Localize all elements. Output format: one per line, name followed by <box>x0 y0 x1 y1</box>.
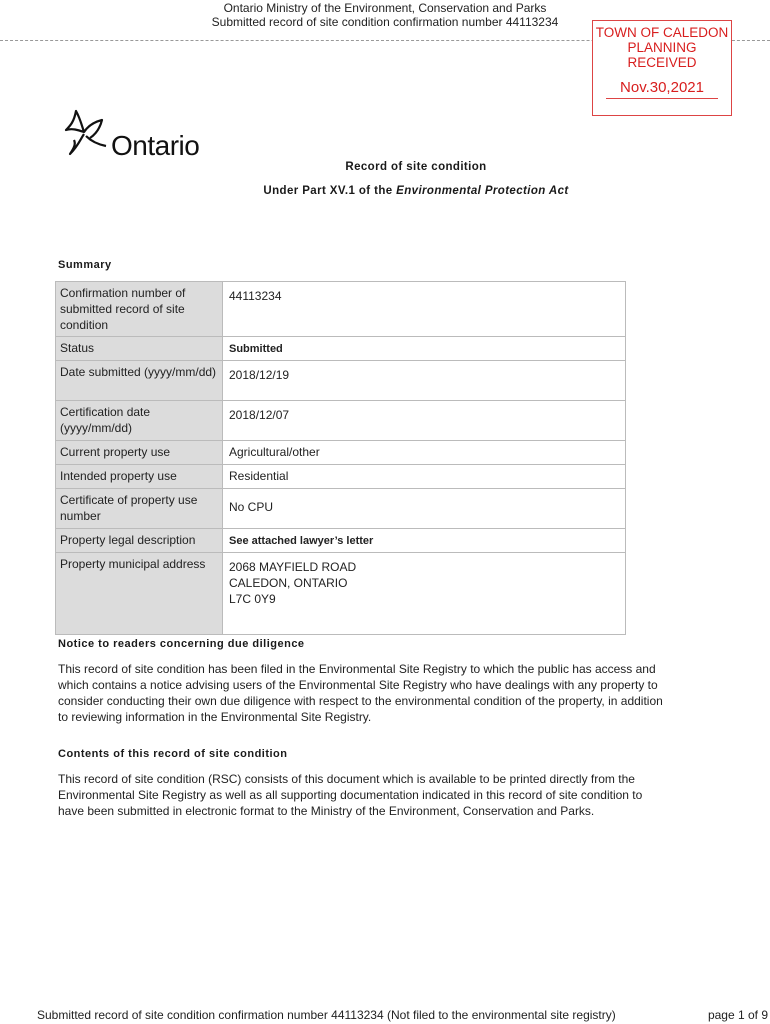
row-label: Status <box>56 337 223 361</box>
contents-heading: Contents of this record of site condition <box>58 748 288 760</box>
notice-body: This record of site condition has been filed in the Environmental Site Registry to which the public has access and which contains a notice advising users of the Environmental Site Registry who have dealings with any property to consider conducting their own due diligence with respect to the environmental condition of the property, in addition to reviewing information in the Environmental Site Registry. <box>58 662 663 724</box>
row-value: Agricultural/other <box>223 441 626 465</box>
trillium-icon <box>62 108 114 160</box>
stamp-line-3: RECEIVED <box>627 55 697 70</box>
row-value: 44113234 <box>223 282 626 337</box>
received-stamp <box>592 20 732 116</box>
legal-description-value: See attached lawyer’s letter <box>223 529 626 553</box>
address-value <box>223 553 626 635</box>
address-line: L7C 0Y9 <box>229 592 276 606</box>
subtitle-prefix: Under Part XV.1 of the <box>263 185 397 197</box>
row-label: Confirmation number of submitted record of site condition <box>56 282 223 337</box>
ontario-logo-text: Ontario <box>111 130 200 161</box>
table-row <box>56 529 626 553</box>
address-line: 2068 MAYFIELD ROAD <box>229 560 357 574</box>
table-row <box>56 401 626 441</box>
row-label: Property legal description <box>56 529 223 553</box>
summary-table <box>55 281 626 635</box>
table-row <box>56 337 626 361</box>
row-value: Residential <box>223 465 626 489</box>
row-label: Date submitted (yyyy/mm/dd) <box>56 361 223 401</box>
page-number: page 1 of 9 <box>707 1008 768 1022</box>
table-row <box>56 465 626 489</box>
row-value: 2018/12/07 <box>223 401 626 441</box>
status-value: Submitted <box>223 337 626 361</box>
row-label: Intended property use <box>56 465 223 489</box>
row-label: Property municipal address <box>56 553 223 635</box>
page-title: Record of site condition <box>345 161 487 173</box>
row-label: Certificate of property use number <box>56 489 223 529</box>
address-line: CALEDON, ONTARIO <box>229 576 348 590</box>
page-subtitle <box>0 185 770 197</box>
table-row <box>56 441 626 465</box>
stamp-line-1: TOWN OF CALEDON <box>595 25 729 40</box>
footer-text: Submitted record of site condition confirmation number 44113234 (Not filed to the environmental site registry) <box>37 1008 616 1022</box>
table-row <box>56 489 626 529</box>
header-line-2: Submitted record of site condition confirmation number 44113234 <box>211 15 559 29</box>
row-value: No CPU <box>223 489 626 529</box>
notice-heading: Notice to readers concerning due diligence <box>58 638 305 650</box>
summary-heading: Summary <box>58 259 112 271</box>
table-row <box>56 361 626 401</box>
stamp-line-2: PLANNING <box>627 40 697 55</box>
table-row <box>56 553 626 635</box>
table-row <box>56 282 626 337</box>
row-label: Current property use <box>56 441 223 465</box>
subtitle-act: Environmental Protection Act <box>396 185 569 197</box>
contents-body: This record of site condition (RSC) consists of this document which is available to be printed directly from the Environmental Site Registry as well as all supporting documentation indicated in this record of site condition to have been submitted in electronic format to the Ministry of the Environment, Conservation and Parks. <box>58 772 643 818</box>
row-value: 2018/12/19 <box>223 361 626 401</box>
stamp-date: Nov.30,2021 <box>606 80 718 99</box>
header-line-1: Ontario Ministry of the Environment, Conservation and Parks <box>223 1 547 15</box>
row-label: Certification date (yyyy/mm/dd) <box>56 401 223 441</box>
